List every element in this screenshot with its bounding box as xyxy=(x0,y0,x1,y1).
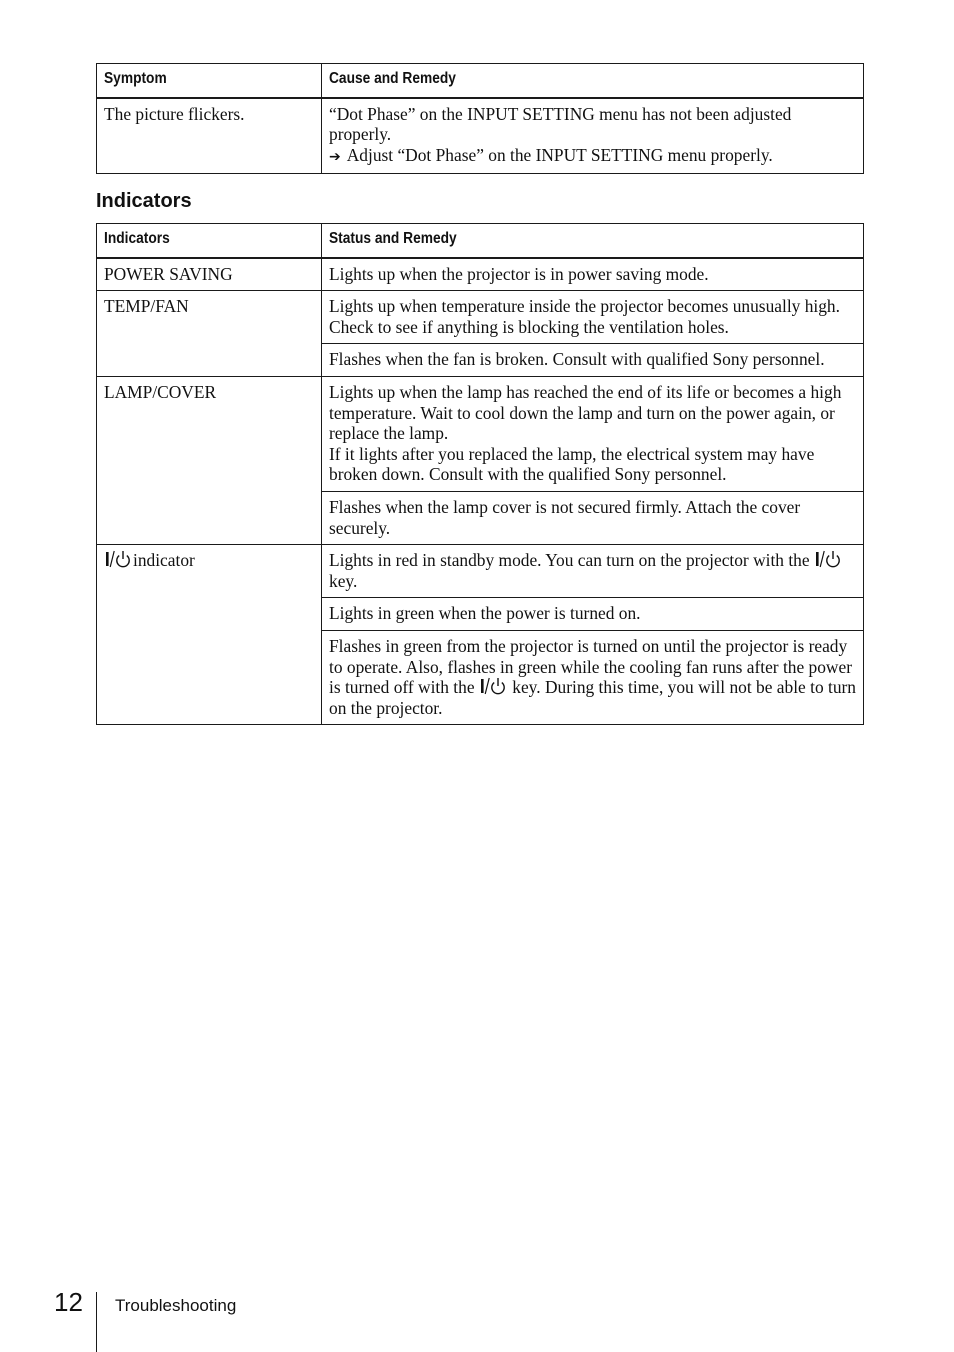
status-cell: Flashes when the fan is broken. Consult with qualified Sony personnel. xyxy=(322,344,864,377)
status-cell: Lights in green when the power is turned on. xyxy=(322,598,864,631)
cause-remedy-cell xyxy=(322,98,864,174)
power-standby-icon xyxy=(480,677,506,695)
status-cell xyxy=(322,630,864,724)
power-standby-icon xyxy=(815,550,841,568)
table-row xyxy=(97,545,864,598)
indicator-name-lamp-cover: LAMP/COVER xyxy=(97,376,322,544)
status-cell: Lights up when the projector is in power saving mode. xyxy=(322,258,864,291)
table-header-row xyxy=(97,224,864,258)
table-row xyxy=(97,258,864,291)
remedy-text: Adjust “Dot Phase” on the INPUT SETTING menu properly. xyxy=(346,144,773,165)
footer-section-name: Troubleshooting xyxy=(115,1296,237,1315)
status-cell xyxy=(322,545,864,598)
status-cell xyxy=(322,376,864,491)
table-row xyxy=(97,98,864,174)
column-header-cause-remedy: Cause and Remedy xyxy=(322,64,864,98)
table-row xyxy=(97,376,864,491)
indicator-label: indicator xyxy=(133,550,195,571)
status-text: key. During this time, you will not be able to turn on the projector. xyxy=(329,677,857,718)
footer-divider xyxy=(96,1292,97,1352)
status-cell: Flashes when the lamp cover is not secured firmly. Attach the cover securely. xyxy=(322,491,864,544)
status-cell: Lights up when temperature inside the projector becomes unusually high. Check to see if anything is blocking the ventilation holes. xyxy=(322,291,864,344)
indicator-name-temp-fan: TEMP/FAN xyxy=(97,291,322,377)
symptom-table xyxy=(96,63,864,174)
page-number: 12 xyxy=(54,1287,83,1317)
column-header-symptom: Symptom xyxy=(97,64,322,98)
status-text: Lights up when the lamp has reached the end of its life or becomes a high temperature. Wait to cool down the lamp and turn on the power again, or replace the lamp. xyxy=(329,381,842,444)
indicator-name-power-standby xyxy=(97,545,322,725)
table-row xyxy=(97,291,864,344)
status-text: If it lights after you replaced the lamp, the electrical system may have broken down. Consult with the qualified Sony personnel. xyxy=(329,443,815,485)
power-standby-icon xyxy=(105,550,131,568)
column-header-indicators: Indicators xyxy=(97,224,322,258)
indicators-table xyxy=(96,223,864,725)
cause-text: “Dot Phase” on the INPUT SETTING menu has not been adjusted properly. xyxy=(329,103,792,145)
symptom-text: The picture flickers. xyxy=(104,103,245,124)
remedy-line xyxy=(329,145,856,168)
status-text: key. xyxy=(329,570,358,591)
symptom-cell xyxy=(97,98,322,174)
arrow-right-icon: ➔ xyxy=(329,148,341,165)
status-text: Lights in red in standby mode. You can turn on the projector with the xyxy=(329,550,810,571)
column-header-status-remedy: Status and Remedy xyxy=(322,224,864,258)
section-heading: Indicators xyxy=(96,190,192,212)
status-text: Flashes in green from the projector is turned on until the projector is ready to operate. Also, flashes in green while the cooling fan runs after the power is turned off with the xyxy=(329,635,853,698)
table-header-row xyxy=(97,64,864,98)
indicator-name-power-saving: POWER SAVING xyxy=(97,258,322,291)
